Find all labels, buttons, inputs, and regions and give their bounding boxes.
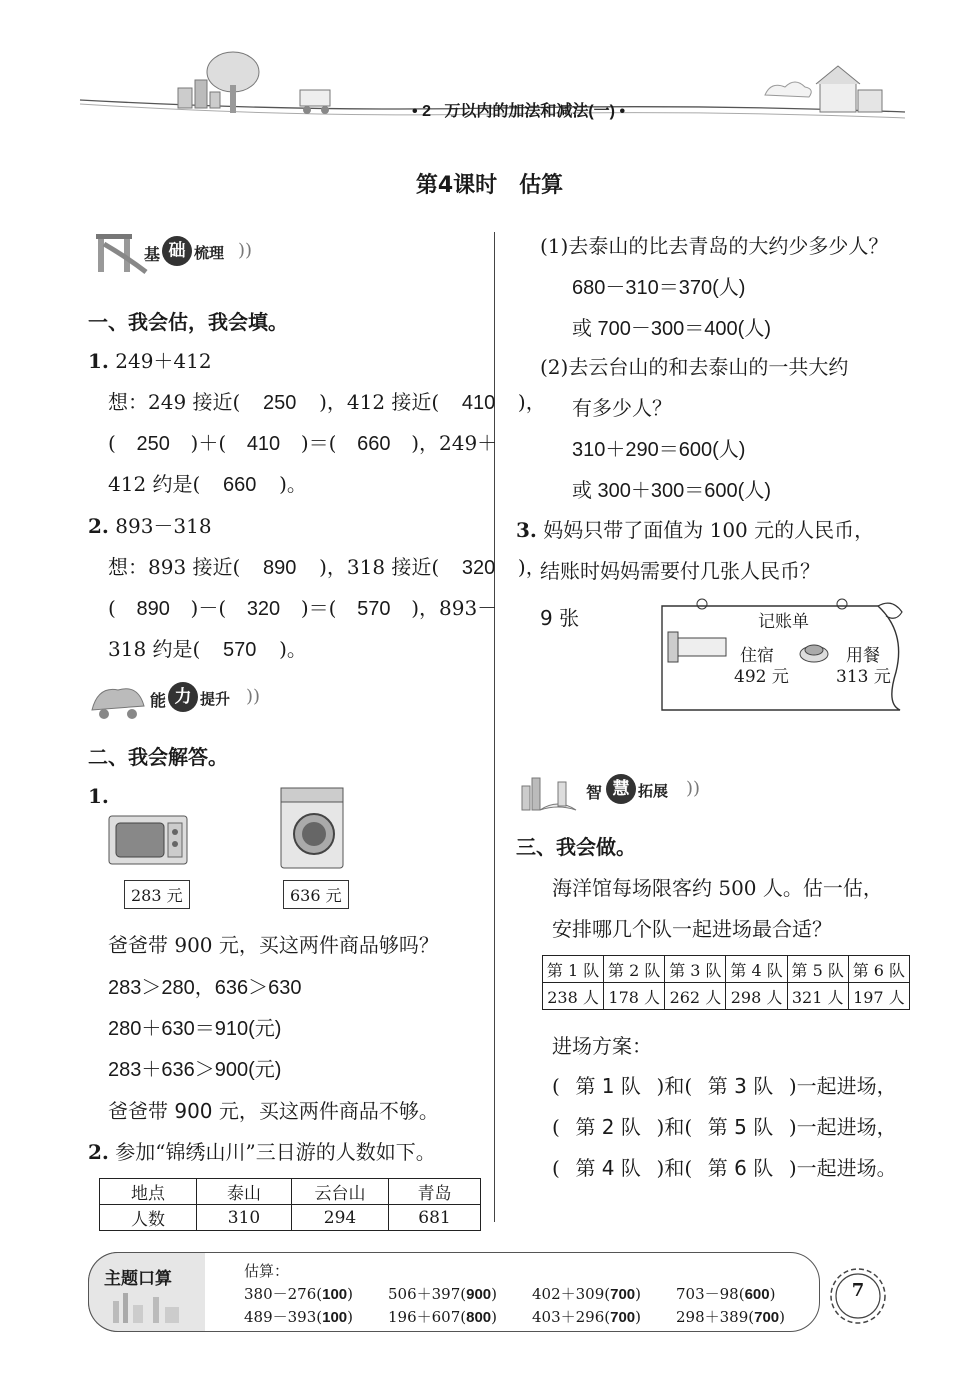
answer: 320	[246, 598, 281, 620]
s2-q2-sub2-question: (2)去云台山的和去泰山的一共大约	[540, 355, 849, 379]
teams-table	[542, 955, 910, 1010]
answer: 第 3 队	[707, 1074, 774, 1098]
bill-value-meal: 313 元	[836, 667, 891, 687]
city-skyline-icon	[103, 1287, 193, 1327]
section1-heading: 一、我会估，我会填。	[88, 310, 288, 334]
footer-row-2	[244, 1306, 796, 1327]
oral-calc-item: 506＋397(900)	[388, 1285, 498, 1303]
s1-q1-stem: 1. 249＋412	[88, 349, 212, 373]
bullet-icon: •	[619, 103, 626, 120]
plan-label: 进场方案：	[552, 1034, 652, 1058]
team-count-cell: 262 人	[665, 983, 726, 1010]
s1-q2-line1: 想：893 接近( 890 )，318 接近( 320 )，	[108, 555, 546, 579]
s1-q2-line3: 318 约是( 570 )。	[108, 637, 307, 661]
footer-label: 估算：	[244, 1262, 290, 1280]
answer: 570	[223, 639, 257, 661]
s1-q1-line1: 想：249 接近( 250 )，412 接近( 410 )，	[108, 390, 546, 414]
plan-line-1: ( 第 1 队 )和( 第 3 队 )一起进场，	[552, 1070, 897, 1099]
answer: 第 6 队	[707, 1156, 774, 1180]
team-count-cell: 197 人	[848, 983, 909, 1010]
s2-q1-num: 1.	[88, 784, 109, 808]
chapter-number: 2	[422, 103, 431, 120]
microwave-icon	[108, 812, 190, 868]
plan-line-3: ( 第 4 队 )和( 第 6 队 )一起进场。	[552, 1152, 897, 1181]
oral-calc-item: 298＋389(700)	[676, 1308, 786, 1326]
column-divider	[494, 232, 495, 1222]
table-cell: 310	[197, 1205, 292, 1231]
section-badge-ability: 能 力 提升 ))	[88, 676, 288, 722]
chapter-title: 万以内的加法和减法(一)	[444, 103, 615, 120]
oral-calc-item: 703－98(600)	[676, 1285, 776, 1303]
section-badge-basic: 基 础 梳理 ))	[88, 230, 278, 276]
s1-q1-line3: 412 约是( 660 )。	[108, 472, 307, 496]
s2-q2-stem: 2. 参加“锦绣山川”三日游的人数如下。	[88, 1140, 436, 1164]
team-header-cell: 第 5 队	[787, 956, 848, 983]
answer: 570	[357, 598, 391, 620]
s2-q2-sub1-answer-1: 680－310＝370(人)	[572, 277, 746, 299]
table-header-cell: 云台山	[292, 1179, 389, 1205]
table-cell: 681	[389, 1205, 481, 1231]
bill-item-lodging: 住宿	[740, 646, 774, 666]
washing-machine-icon	[280, 786, 346, 870]
table-row-label: 人数	[100, 1205, 197, 1231]
team-header-cell: 第 2 队	[604, 956, 665, 983]
bullet-icon: •	[412, 103, 418, 120]
footer-title: 主题口算	[104, 1269, 172, 1289]
s3-text-2: 安排哪几个队一起进场最合适？	[552, 917, 832, 941]
team-header-cell: 第 3 队	[665, 956, 726, 983]
team-header-cell: 第 4 队	[726, 956, 787, 983]
oral-calc-item: 489－393(100)	[244, 1308, 354, 1326]
answer: 第 2 队	[575, 1115, 641, 1139]
answer: 第 1 队	[575, 1074, 641, 1098]
bill-title: 记账单	[758, 612, 809, 632]
microwave-price: 283 元	[124, 880, 190, 909]
answer: 410	[246, 433, 281, 455]
team-count-cell: 178 人	[604, 983, 665, 1010]
page-number: 7	[851, 1280, 865, 1301]
team-count-cell: 238 人	[543, 983, 604, 1010]
team-count-cell: 298 人	[726, 983, 787, 1010]
s2-q2-sub2-question-cont: 有多少人？	[572, 396, 672, 420]
s2-q1-work-1: 283＞280，636＞630	[108, 977, 302, 999]
plan-line-2: ( 第 2 队 )和( 第 5 队 )一起进场，	[552, 1111, 897, 1140]
s1-q2-stem: 2. 893－318	[88, 514, 212, 538]
s2-q1-question: 爸爸带 900 元，买这两件商品够吗？	[108, 933, 439, 957]
answer: 890	[136, 598, 170, 620]
answer: 660	[357, 433, 391, 455]
s2-q3-stem: 3. 妈妈只带了面值为 100 元的人民币，	[516, 518, 875, 542]
s2-q3-answer: 9 张	[540, 606, 580, 630]
bill-item-meal: 用餐	[846, 646, 880, 666]
washer-price: 636 元	[283, 880, 349, 909]
tour-table	[99, 1178, 481, 1231]
s3-text-1: 海洋馆每场限客约 500 人。估一估，	[552, 876, 883, 900]
section-badge-wisdom: 智 慧 拓展 ))	[516, 768, 726, 814]
chapter-header	[412, 98, 625, 121]
team-header-cell: 第 6 队	[848, 956, 909, 983]
answer: 第 4 队	[575, 1156, 641, 1180]
section2-heading: 二、我会解答。	[88, 745, 228, 769]
footer-row-1	[244, 1283, 796, 1304]
bill-value-lodging: 492 元	[734, 667, 789, 687]
team-count-cell: 321 人	[787, 983, 848, 1010]
answer: 第 5 队	[707, 1115, 774, 1139]
answer: 410	[461, 392, 496, 414]
team-header-cell: 第 1 队	[543, 956, 604, 983]
slide-icon	[88, 230, 148, 276]
s2-q2-sub1-answer-2: 或 700－300＝400(人)	[572, 318, 771, 340]
lesson-title: 第4课时 估算	[415, 173, 564, 198]
oral-calc-item: 403＋296(700)	[532, 1308, 642, 1326]
s1-q1-line2: ( 250 )＋( 410 )＝( 660 )，249＋	[108, 431, 498, 455]
answer: 890	[263, 557, 297, 579]
table-cell: 294	[292, 1205, 389, 1231]
s2-q2-sub2-answer-2: 或 300＋300＝600(人)	[572, 480, 771, 502]
oral-calc-item: 380－276(100)	[244, 1285, 354, 1303]
s2-q2-sub2-answer-1: 310＋290＝600(人)	[572, 439, 746, 461]
table-header-cell: 泰山	[197, 1179, 292, 1205]
table-header-cell: 青岛	[389, 1179, 481, 1205]
s2-q2-sub1-question: (1)去泰山的比去青岛的大约少多少人？	[540, 234, 889, 258]
s2-q3-stem-cont: 结账时妈妈需要付几张人民币？	[540, 559, 820, 583]
s2-q1-work-2: 280＋630＝910(元)	[108, 1018, 282, 1040]
s2-q1-work-3: 283＋636＞900(元)	[108, 1059, 282, 1081]
oral-calc-item: 402＋309(700)	[532, 1285, 642, 1303]
oral-calc-item: 196＋607(800)	[388, 1308, 498, 1326]
s1-q2-line2: ( 890 )－( 320 )＝( 570 )，893－	[108, 596, 498, 620]
section3-heading: 三、我会做。	[516, 835, 636, 859]
answer: 660	[223, 474, 257, 496]
car-icon	[88, 676, 148, 722]
s2-q1-answer: 爸爸带 900 元，买这两件商品不够。	[108, 1099, 439, 1123]
table-header-cell: 地点	[100, 1179, 197, 1205]
answer: 320	[461, 557, 496, 579]
answer: 250	[263, 392, 297, 414]
answer: 250	[136, 433, 170, 455]
book-city-icon	[516, 768, 586, 814]
